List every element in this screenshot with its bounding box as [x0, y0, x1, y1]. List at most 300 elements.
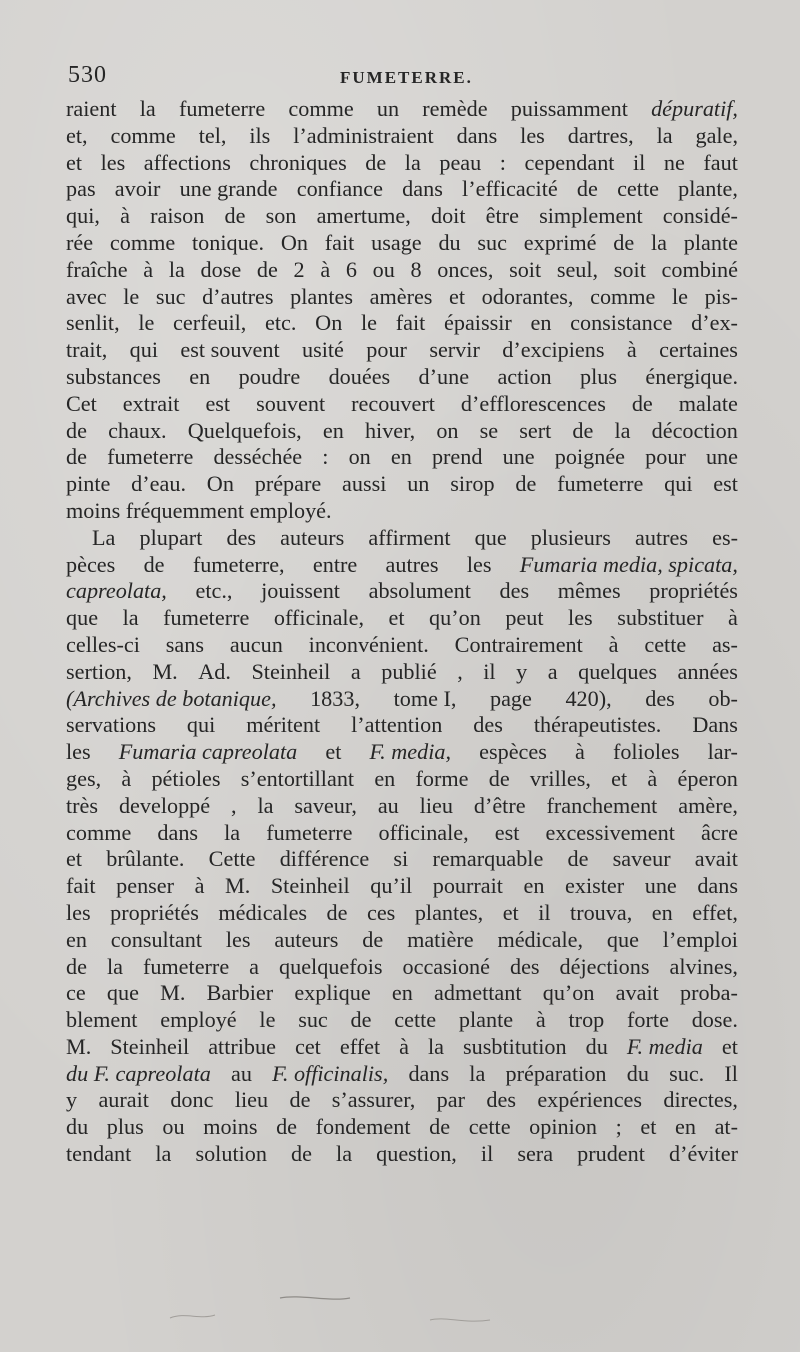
word: officinale, — [273, 605, 364, 631]
word: Barbier — [206, 980, 274, 1006]
word: et — [66, 149, 83, 175]
word: capreolata, — [66, 578, 167, 604]
word: de — [326, 899, 348, 925]
word: espèces — [479, 739, 547, 765]
word: extrait — [122, 390, 180, 416]
word: il — [480, 1141, 494, 1167]
word: celles-ci — [66, 631, 140, 657]
word: la — [469, 1060, 486, 1086]
word: est souvent — [180, 337, 280, 363]
word: il — [538, 899, 551, 925]
word: d’autres — [202, 283, 274, 309]
word: Contrairement — [454, 631, 583, 657]
word: M. — [225, 873, 251, 899]
word: de — [143, 551, 165, 577]
word: pèces — [66, 551, 116, 577]
word: tendant — [66, 1141, 132, 1167]
word: la — [614, 417, 631, 443]
word: du — [626, 1060, 649, 1086]
word: affections — [143, 149, 231, 175]
word: attribue — [208, 1033, 276, 1059]
word: penser — [116, 873, 175, 899]
word: a — [249, 953, 260, 979]
word: inconvénient. — [308, 631, 429, 657]
word: et — [449, 283, 466, 309]
word: soit — [509, 256, 542, 282]
word: M. — [66, 1033, 92, 1059]
word: On — [280, 229, 308, 255]
word: de — [613, 229, 635, 255]
word: à — [120, 203, 130, 229]
word: Ad. — [198, 658, 231, 684]
text-line — [66, 284, 738, 311]
word: (Archives de botanique, — [66, 685, 277, 711]
word: déjections — [559, 953, 650, 979]
word: préparation — [505, 1060, 607, 1086]
word: à — [647, 765, 658, 791]
word: forme — [415, 765, 469, 791]
word: ; — [615, 1114, 622, 1140]
word: alvines, — [669, 953, 738, 979]
word: à — [574, 739, 585, 765]
word: ou — [162, 1114, 185, 1140]
word: souvent — [256, 390, 326, 416]
word: Dans — [692, 712, 738, 738]
word: des — [486, 1087, 516, 1113]
text-line — [66, 257, 738, 284]
word: solution — [195, 1141, 267, 1167]
word: plusieurs — [530, 524, 611, 550]
word: prépare — [254, 471, 322, 497]
word: occasioné — [402, 953, 490, 979]
text-line — [66, 525, 738, 552]
word: consistance — [570, 310, 673, 336]
word: la — [224, 819, 241, 845]
word: de — [631, 390, 653, 416]
word: fait — [66, 873, 96, 899]
word: et — [325, 739, 342, 765]
word: on — [348, 444, 371, 470]
word: à — [728, 605, 738, 631]
word: les — [568, 605, 593, 631]
paper-smudge-marks — [160, 1290, 510, 1330]
word: à — [535, 1007, 546, 1033]
word: malate — [678, 390, 738, 416]
word: donc — [170, 1087, 214, 1113]
word: de — [429, 1114, 451, 1140]
word: la — [404, 149, 421, 175]
word: dépuratif, — [651, 96, 738, 121]
word: consultant — [110, 926, 202, 952]
word: de — [515, 471, 537, 497]
word: developpé — [118, 792, 211, 818]
word: aussi — [342, 471, 387, 497]
word: en — [390, 444, 412, 470]
page-header — [68, 62, 740, 92]
word: autres — [635, 524, 688, 550]
word: fraîche — [66, 256, 128, 282]
text-line — [66, 1141, 738, 1168]
text-line — [66, 498, 738, 525]
word: une — [705, 444, 738, 470]
word: cette — [644, 631, 687, 657]
word: un — [376, 96, 400, 121]
word: entre — [312, 551, 358, 577]
word: l’emploi — [662, 926, 738, 952]
word: à — [320, 256, 331, 282]
word: excessivement — [545, 819, 675, 845]
word: qui — [186, 712, 216, 738]
word: mêmes — [557, 578, 621, 604]
word: confiance — [296, 176, 383, 202]
word: simplement — [539, 203, 643, 229]
word: en — [374, 765, 396, 791]
word: pour — [366, 337, 407, 363]
word: sera — [517, 1141, 554, 1167]
word: folioles — [612, 739, 680, 765]
word: poignée — [554, 444, 626, 470]
word: fondement — [315, 1114, 411, 1140]
word: admettant — [434, 980, 522, 1006]
word: explique — [294, 980, 371, 1006]
word: y — [66, 1087, 78, 1113]
word: peau — [439, 149, 482, 175]
word: des — [473, 712, 503, 738]
word: aurait — [98, 1087, 149, 1113]
word: saveur, — [294, 792, 357, 818]
word: éperon — [677, 765, 738, 791]
word: et — [66, 846, 83, 872]
word: peut — [505, 605, 544, 631]
word: F. media, — [369, 739, 452, 765]
word: de — [362, 926, 384, 952]
word: dans — [157, 819, 199, 845]
word: effet, — [692, 899, 738, 925]
word: l’administraient — [293, 122, 434, 148]
text-line — [66, 632, 738, 659]
word: usage — [371, 229, 422, 255]
text-line — [66, 1114, 738, 1141]
text-line — [66, 1007, 738, 1034]
word: 1833, — [310, 685, 360, 711]
word: F. officinalis, — [272, 1060, 389, 1086]
text-line — [66, 552, 738, 579]
word: exprimé — [523, 229, 597, 255]
word: la — [122, 605, 139, 631]
text-line — [66, 605, 738, 632]
word: si — [393, 846, 409, 872]
word: 2 — [293, 256, 305, 282]
text-line — [66, 900, 738, 927]
word: à — [626, 337, 637, 363]
text-line — [66, 123, 738, 150]
word: d’efflorescences — [460, 390, 606, 416]
word: on — [436, 417, 459, 443]
word: la — [428, 1033, 445, 1059]
word: Cet — [66, 390, 97, 416]
word: Fumaria media, spicata, — [519, 551, 738, 577]
word: officinale, — [378, 819, 469, 845]
word: est — [713, 471, 738, 497]
text-line — [66, 739, 738, 766]
page-number: 530 — [68, 62, 107, 88]
word: employé — [160, 1007, 237, 1033]
word: de — [350, 1007, 372, 1033]
word: la — [155, 1141, 172, 1167]
word: en — [66, 926, 87, 952]
text-line — [66, 203, 738, 230]
word: quelques — [578, 658, 657, 684]
word: expériences — [537, 1087, 643, 1113]
word: amères — [369, 283, 433, 309]
text-line — [66, 364, 738, 391]
text-line — [66, 793, 738, 820]
word: seul, — [556, 256, 599, 282]
word: soit — [613, 256, 646, 282]
word: les — [466, 551, 492, 577]
word: Steinheil — [270, 873, 350, 899]
word: 6 — [345, 256, 357, 282]
word: Steinheil — [110, 1033, 190, 1059]
word: etc. — [265, 310, 297, 336]
word: page — [489, 685, 532, 711]
word: la — [656, 122, 673, 148]
word: odorantes, — [481, 283, 574, 309]
word: : — [322, 444, 329, 470]
word: Il — [724, 1060, 738, 1086]
word: ges, — [66, 765, 102, 791]
text-line — [66, 927, 738, 954]
word: sertion, — [66, 658, 132, 684]
word: prudent — [577, 1141, 645, 1167]
text-line — [66, 820, 738, 847]
word: de — [576, 176, 598, 202]
word: dans — [697, 873, 738, 899]
word: en — [651, 899, 673, 925]
word: blement — [66, 1007, 138, 1033]
word: très — [66, 792, 99, 818]
word: at- — [714, 1114, 738, 1140]
word: sirop — [450, 471, 495, 497]
word: et, — [66, 122, 88, 148]
word: de — [572, 417, 594, 443]
word: ob- — [708, 685, 738, 711]
word: ce — [66, 980, 86, 1006]
text-line — [66, 150, 738, 177]
word: d’être — [473, 792, 526, 818]
word: le — [138, 310, 155, 336]
word: autres — [385, 551, 439, 577]
word: a — [350, 658, 361, 684]
word: fait — [395, 310, 426, 336]
word: de — [66, 953, 87, 979]
word: cette — [468, 1114, 511, 1140]
word: l’attention — [351, 712, 443, 738]
word: proba- — [679, 980, 738, 1006]
word: du F. capreolata — [66, 1060, 211, 1086]
word: être — [485, 203, 519, 229]
text-line — [66, 1087, 738, 1114]
word: s’entortillant — [240, 765, 355, 791]
word: susbtitution — [463, 1033, 567, 1059]
word: dans — [408, 1060, 450, 1086]
word: pinte — [66, 471, 111, 497]
word: plantes — [290, 283, 353, 309]
word: et — [611, 765, 628, 791]
word: doit — [430, 203, 466, 229]
word: fumeterre, — [192, 551, 285, 577]
word: comme — [110, 122, 176, 148]
text-line — [66, 418, 738, 445]
text-line — [66, 96, 738, 123]
word: F. media — [626, 1033, 703, 1059]
word: comme — [66, 819, 132, 845]
text-line — [66, 954, 738, 981]
word: le — [123, 283, 140, 309]
word: de — [276, 1114, 298, 1140]
word: remède — [422, 96, 488, 121]
smudge-mark — [170, 1315, 215, 1318]
word: d’eau. — [131, 471, 186, 497]
word: médicales — [218, 899, 308, 925]
word: prend — [431, 444, 483, 470]
word: M. — [152, 658, 178, 684]
word: saveur — [612, 846, 671, 872]
word: le — [361, 310, 378, 336]
word: substances — [66, 363, 161, 389]
word: cette — [394, 1007, 437, 1033]
word: à — [143, 256, 154, 282]
word: d’ex- — [691, 310, 738, 336]
word: à — [608, 631, 619, 657]
word: chroniques — [249, 149, 347, 175]
word: onces, — [437, 256, 494, 282]
smudge-mark — [430, 1319, 490, 1321]
word: publié — [381, 658, 437, 684]
word: cet — [294, 1033, 321, 1059]
word: question, — [376, 1141, 457, 1167]
word: en — [322, 417, 344, 443]
word: années — [677, 658, 738, 684]
word: des — [645, 685, 675, 711]
word: médicale, — [497, 926, 584, 952]
word: qu’il — [370, 873, 413, 899]
word: tel, — [198, 122, 227, 148]
word: et — [721, 1033, 738, 1059]
word: , — [231, 792, 237, 818]
word: amertume, — [316, 203, 411, 229]
smudge-mark — [280, 1297, 350, 1299]
word: directes, — [663, 1087, 738, 1113]
word: poudre — [238, 363, 301, 389]
word: fumeterre — [266, 819, 353, 845]
word: les — [66, 899, 91, 925]
word: en — [530, 310, 552, 336]
word: que — [606, 926, 639, 952]
word: raison — [150, 203, 205, 229]
word: plantes, — [414, 899, 484, 925]
word: est — [494, 819, 520, 845]
word: épaissir — [444, 310, 512, 336]
word: cependant — [524, 149, 615, 175]
word: se — [479, 417, 499, 443]
word: et — [640, 1114, 657, 1140]
word: avec — [66, 283, 107, 309]
word: : — [499, 149, 506, 175]
word: à — [121, 765, 132, 791]
word: Quelquefois, — [187, 417, 302, 443]
word: exister — [565, 873, 625, 899]
word: la — [650, 229, 667, 255]
word: hiver, — [364, 417, 416, 443]
word: de — [365, 149, 387, 175]
word: dose. — [691, 1007, 738, 1033]
word: auteurs — [274, 926, 339, 952]
word: du — [585, 1033, 608, 1059]
word: effet — [339, 1033, 381, 1059]
text-line — [66, 471, 738, 498]
body-text — [66, 96, 738, 1168]
word: fait — [324, 229, 355, 255]
word: plus — [580, 363, 618, 389]
word: comme — [590, 283, 656, 309]
word: action — [497, 363, 552, 389]
word: quelquefois — [279, 953, 383, 979]
word: et — [388, 605, 405, 631]
word: 420), — [565, 685, 612, 711]
word: matière — [407, 926, 474, 952]
word: M. — [160, 980, 186, 1006]
word: lieu — [419, 792, 453, 818]
word: recouvert — [351, 390, 435, 416]
word: jouissent — [261, 578, 340, 604]
word: la — [139, 96, 156, 121]
word: son — [265, 203, 297, 229]
word: qu’on — [429, 605, 481, 631]
word: dartres, — [567, 122, 634, 148]
text-line — [66, 310, 738, 337]
text-line — [66, 980, 738, 1007]
word: desséchée — [213, 444, 303, 470]
word: a — [547, 658, 558, 684]
word: âcre — [700, 819, 738, 845]
word: pour — [645, 444, 686, 470]
text-line — [66, 659, 738, 686]
word: plante — [458, 1007, 514, 1033]
word: d’excipiens — [502, 337, 605, 363]
word: plante, — [678, 176, 738, 202]
word: Fumaria capreolata — [118, 739, 298, 765]
word: lieu — [234, 1087, 269, 1113]
word: raient — [66, 96, 117, 121]
word: moins — [203, 1114, 258, 1140]
word: que — [106, 980, 139, 1006]
word: au — [377, 792, 399, 818]
text-line — [66, 230, 738, 257]
word: forte — [627, 1007, 669, 1033]
word: On — [206, 471, 234, 497]
word: puissamment — [510, 96, 628, 121]
word: considé- — [662, 203, 738, 229]
word: des — [509, 953, 540, 979]
word: d’une — [418, 363, 470, 389]
word: une grande — [179, 176, 278, 202]
word: qui — [664, 471, 693, 497]
word: tonique. — [191, 229, 265, 255]
word: de — [567, 846, 589, 872]
word: que — [66, 605, 99, 631]
word: pis- — [704, 283, 738, 309]
